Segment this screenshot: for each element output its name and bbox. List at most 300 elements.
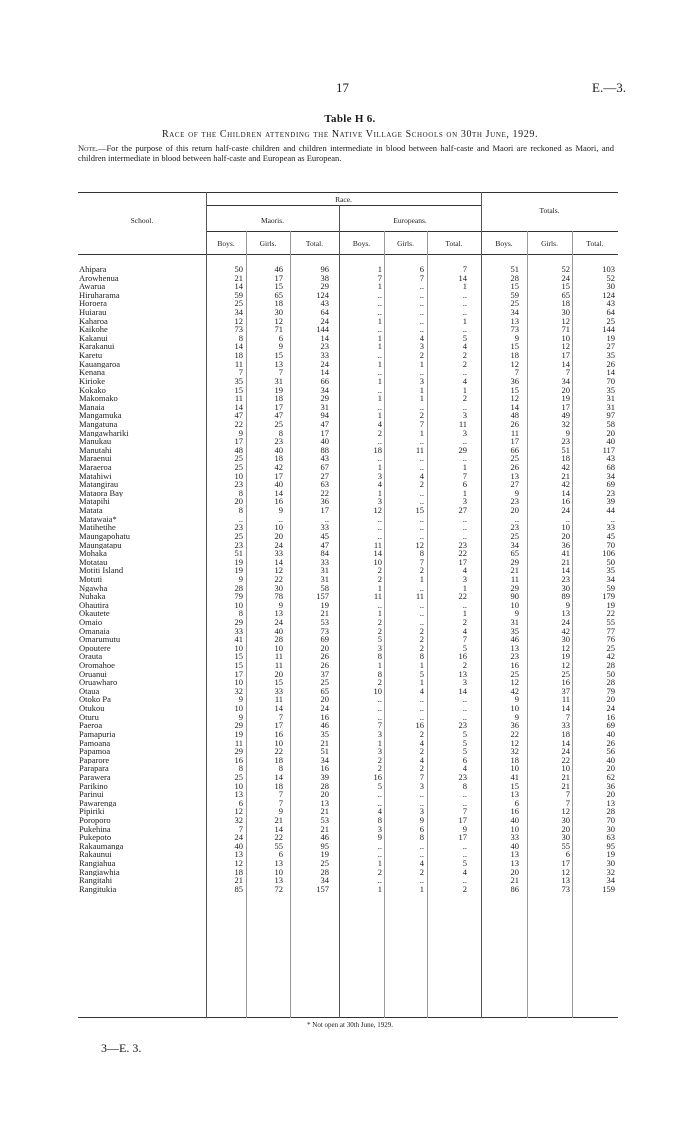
table-cell: 20 (606, 427, 615, 438)
table-cell: 14 (561, 737, 570, 748)
header-total-girls: Girls. (541, 239, 558, 248)
table-cell: 10 (234, 599, 243, 610)
table-cell: 12 (274, 315, 283, 326)
table-cell: 5 (377, 634, 382, 645)
table-cell: 13 (274, 358, 283, 369)
table-row (78, 859, 618, 868)
table-row (78, 782, 618, 791)
table-cell: 55 (274, 840, 283, 851)
table-subtitle: Race of the Children attending the Native Village Schools on 30th June, 1929. (161, 129, 539, 140)
table-row (78, 480, 618, 489)
table-cell: 59 (234, 289, 243, 300)
school-name: Karetu (79, 351, 103, 360)
table-cell: 26 (606, 737, 615, 748)
table-cell: 2 (462, 393, 467, 404)
table-cell: 28 (320, 866, 329, 877)
table-cell: 25 (234, 462, 243, 473)
table-cell: 19 (606, 332, 615, 343)
table-row (78, 635, 618, 644)
table-cell: 17 (458, 556, 467, 567)
table-cell: 18 (274, 780, 283, 791)
table-cell: 22 (458, 548, 467, 559)
table-cell: 11 (274, 651, 283, 662)
table-cell: 12 (561, 341, 570, 352)
table-cell: 4 (419, 737, 424, 748)
school-name: Pukepoto (79, 833, 112, 842)
table-cell: 26 (510, 418, 519, 429)
table-cell: 10 (510, 823, 519, 834)
table-cell: 2 (377, 754, 382, 765)
school-name: Rakaumanga (79, 841, 124, 851)
table-cell: 11 (510, 427, 519, 438)
table-body (78, 265, 618, 893)
table-cell: 1 (377, 393, 382, 404)
table-cell: .. (419, 487, 424, 498)
school-name: Rangiawhia (79, 867, 120, 877)
table-cell: 30 (606, 281, 615, 292)
table-cell: 7 (238, 823, 243, 834)
table-row (78, 678, 618, 687)
table-cell: 40 (606, 436, 615, 447)
table-cell: .. (377, 384, 382, 395)
school-name: Kaikohe (79, 325, 108, 334)
table-cell: 2 (377, 866, 382, 877)
table-cell: 51 (234, 548, 243, 559)
table-cell: .. (377, 797, 382, 808)
table-cell: 65 (320, 685, 329, 696)
table-cell: 27 (458, 505, 467, 516)
school-name: Mangawhariki (79, 428, 129, 438)
school-name: Otukou (79, 704, 105, 713)
table-cell: 1 (377, 281, 382, 292)
table-cell: 2 (419, 866, 424, 877)
table-cell: 69 (606, 720, 615, 731)
table-cell: 24 (561, 746, 570, 757)
table-cell: .. (419, 462, 424, 473)
table-cell: 14 (320, 332, 329, 343)
table-cell: 50 (606, 556, 615, 567)
table-row (78, 773, 618, 782)
table-cell: 20 (606, 763, 615, 774)
table-row (78, 403, 618, 412)
table-cell: 18 (510, 754, 519, 765)
table-cell: 6 (419, 823, 424, 834)
table-cell: 24 (234, 832, 243, 843)
table-cell: 25 (234, 530, 243, 541)
table-cell: 32 (234, 815, 243, 825)
table-cell: .. (419, 711, 424, 722)
table-cell: 49 (561, 410, 570, 421)
table-cell: 1 (419, 883, 424, 894)
header-maori-total: Total. (305, 239, 324, 248)
table-cell: 22 (274, 746, 283, 757)
table-cell: 23 (561, 573, 570, 584)
table-cell: 17 (274, 272, 283, 283)
table-cell: 42 (606, 651, 615, 662)
table-cell: 58 (320, 582, 329, 593)
table-cell: .. (419, 315, 424, 326)
table-cell: 19 (274, 384, 283, 395)
school-name: Hiruharama (79, 290, 120, 300)
table-cell: 3 (377, 496, 382, 507)
table-row (78, 704, 618, 713)
table-cell: 33 (274, 685, 283, 696)
table-cell: 35 (234, 375, 243, 386)
table-cell: 13 (510, 789, 519, 800)
table-cell: 22 (320, 487, 329, 498)
document-reference: E.—3. (592, 80, 626, 95)
table-cell: 18 (510, 350, 519, 361)
table-cell: 36 (561, 539, 570, 550)
table-cell: .. (419, 289, 424, 300)
table-cell: 6 (462, 479, 467, 490)
table-cell: 47 (274, 410, 283, 421)
table-cell: 7 (462, 806, 467, 817)
table-cell: 15 (234, 651, 243, 662)
table-cell: 33 (606, 522, 615, 533)
table-cell: 40 (320, 436, 329, 447)
table-row (78, 825, 618, 834)
table-cell: 9 (238, 427, 243, 438)
table-cell: 2 (462, 350, 467, 361)
table-cell: 11 (561, 694, 570, 705)
table-cell: 66 (320, 375, 329, 386)
table-cell: 5 (462, 746, 467, 757)
table-bottom-rule (78, 1017, 618, 1018)
table-cell: 1 (462, 315, 467, 326)
table-cell: 51 (510, 264, 519, 274)
table-cell: 17 (234, 668, 243, 679)
table-cell: 28 (234, 582, 243, 593)
table-cell: 18 (561, 453, 570, 464)
table-cell: .. (462, 849, 467, 860)
table-row (78, 360, 618, 369)
table-cell: 20 (561, 823, 570, 834)
table-cell: 77 (606, 625, 615, 636)
table-cell: 1 (377, 737, 382, 748)
table-cell: 9 (278, 599, 283, 610)
page-signature: 3—E. 3. (101, 1041, 142, 1055)
table-cell: 144 (316, 324, 329, 335)
table-cell: 55 (561, 840, 570, 851)
table-cell: 34 (510, 539, 519, 550)
table-cell: 19 (561, 393, 570, 404)
table-cell: 31 (320, 565, 329, 576)
table-cell: 4 (377, 806, 382, 817)
table-cell: 9 (278, 806, 283, 817)
table-cell: 29 (458, 444, 467, 455)
table-cell: 7 (462, 264, 467, 274)
table-cell: 17 (458, 815, 467, 825)
footnote: * Not open at 30th June, 1929. (307, 1021, 393, 1029)
table-cell: 12 (510, 393, 519, 404)
table-cell: 25 (234, 453, 243, 464)
table-row (78, 575, 618, 584)
table-cell: 13 (274, 608, 283, 619)
table-cell: 20 (274, 668, 283, 679)
table-cell: 157 (316, 591, 329, 602)
table-cell: 32 (234, 685, 243, 696)
table-cell: 12 (274, 565, 283, 576)
table-cell: 103 (602, 264, 615, 274)
table-cell: 27 (606, 341, 615, 352)
table-cell: 40 (274, 479, 283, 490)
table-cell: .. (377, 401, 382, 412)
table-cell: 27 (510, 479, 519, 490)
table-cell: 8 (419, 651, 424, 662)
table-row (78, 265, 618, 274)
table-cell: 1 (377, 883, 382, 894)
table-cell: 11 (415, 591, 424, 602)
table-cell: 30 (274, 582, 283, 593)
table-cell: 84 (320, 548, 329, 559)
table-cell: 15 (234, 384, 243, 395)
table-cell: 8 (278, 763, 283, 774)
table-row (78, 644, 618, 653)
table-cell: 1 (377, 341, 382, 352)
table-row (78, 274, 618, 283)
table-cell: 5 (462, 642, 467, 653)
table-cell: 7 (514, 367, 519, 378)
table-cell: 19 (234, 556, 243, 567)
table-row (78, 429, 618, 438)
table-cell: 1 (377, 375, 382, 386)
table-cell: .. (377, 789, 382, 800)
table-cell: 2 (419, 410, 424, 421)
table-cell: .. (377, 711, 382, 722)
table-cell: 32 (606, 866, 615, 877)
table-cell: 64 (606, 307, 615, 318)
table-cell: 2 (419, 350, 424, 361)
table-cell: 15 (561, 281, 570, 292)
school-name: Parawera (79, 772, 111, 782)
table-cell: 3 (462, 573, 467, 584)
table-row (78, 515, 618, 524)
table-row (78, 627, 618, 636)
table-cell: 70 (606, 815, 615, 825)
table-cell: 2 (377, 763, 382, 774)
table-cell: 25 (510, 453, 519, 464)
table-cell: 8 (462, 780, 467, 791)
table-cell: 28 (274, 634, 283, 645)
table-cell: 66 (510, 444, 519, 455)
table-cell: 76 (606, 634, 615, 645)
table-cell: 21 (320, 823, 329, 834)
table-cell: .. (462, 530, 467, 541)
school-name: Kauangaroa (79, 359, 121, 369)
table-cell: 28 (606, 660, 615, 671)
table-cell: 14 (320, 367, 329, 378)
table-cell: .. (419, 522, 424, 533)
table-cell: 19 (606, 599, 615, 610)
table-cell: 21 (234, 875, 243, 886)
table-cell: 10 (561, 763, 570, 774)
school-name: Okautete (79, 609, 110, 618)
table-cell: 17 (274, 401, 283, 412)
table-cell: .. (419, 324, 424, 335)
table-cell: 40 (274, 444, 283, 455)
table-cell: 7 (278, 797, 283, 808)
table-cell: 25 (274, 418, 283, 429)
table-cell: 12 (415, 539, 424, 550)
table-cell: 29 (510, 582, 519, 593)
table-cell: 13 (234, 849, 243, 860)
school-name: Manaia (79, 402, 105, 412)
table-cell: 10 (274, 866, 283, 877)
table-cell: 20 (234, 496, 243, 507)
table-cell: 11 (234, 393, 243, 404)
table-cell: 39 (320, 771, 329, 782)
table-row (78, 695, 618, 704)
table-cell: 33 (561, 720, 570, 731)
school-name: Mangamuka (79, 411, 122, 420)
table-cell: 13 (458, 668, 467, 679)
table-cell: 15 (274, 281, 283, 292)
table-cell: 14 (234, 341, 243, 352)
table-cell: .. (278, 513, 283, 524)
school-name: Kokako (79, 385, 106, 395)
table-cell: 12 (510, 358, 519, 369)
header-maori-boys: Boys. (217, 239, 235, 248)
table-cell: 26 (606, 358, 615, 369)
table-cell: 10 (234, 677, 243, 688)
table-cell: .. (419, 513, 424, 524)
table-cell: 34 (320, 875, 329, 886)
school-name: Motuti (79, 574, 103, 584)
table-cell: 32 (510, 746, 519, 757)
school-name: Pamoana (79, 738, 111, 748)
table-cell: 33 (320, 350, 329, 361)
table-cell: 7 (462, 634, 467, 645)
table-cell: 9 (238, 711, 243, 722)
table-cell: 31 (510, 616, 519, 627)
table-cell: 58 (606, 418, 615, 429)
table-cell: .. (238, 513, 243, 524)
table-cell: 7 (278, 789, 283, 800)
table-cell: 12 (510, 737, 519, 748)
table-cell: .. (462, 789, 467, 800)
table-cell: 31 (606, 401, 615, 412)
table-cell: 2 (419, 479, 424, 490)
table-cell: 20 (320, 789, 329, 800)
table-cell: 40 (510, 815, 519, 825)
table-cell: 13 (510, 315, 519, 326)
table-row (78, 850, 618, 859)
table-cell: 37 (320, 668, 329, 679)
table-cell: .. (377, 530, 382, 541)
table-cell: 18 (561, 298, 570, 309)
table-cell: 38 (320, 272, 329, 283)
school-name: Papamoa (79, 747, 111, 756)
table-cell: 51 (320, 746, 329, 757)
table-cell: 34 (561, 375, 570, 386)
table-cell: 39 (606, 496, 615, 507)
table-cell: 73 (320, 625, 329, 636)
table-cell: 22 (458, 591, 467, 602)
table-cell: 95 (320, 840, 329, 851)
table-cell: 10 (510, 763, 519, 774)
table-cell: .. (419, 849, 424, 860)
table-cell: 10 (274, 737, 283, 748)
table-row (78, 489, 618, 498)
table-cell: 24 (606, 703, 615, 714)
table-cell: .. (377, 875, 382, 886)
table-cell: 17 (274, 720, 283, 731)
school-name: Omanaia (79, 626, 110, 636)
table-cell: 45 (320, 530, 329, 541)
table-cell: 8 (278, 427, 283, 438)
table-cell: .. (419, 875, 424, 886)
table-row (78, 618, 618, 627)
table-row (78, 747, 618, 756)
table-row (78, 833, 618, 842)
table-cell: 2 (462, 660, 467, 671)
table-cell: 1 (377, 332, 382, 343)
table-cell: 6 (514, 797, 519, 808)
table-cell: .. (377, 350, 382, 361)
table-cell: 21 (510, 875, 519, 886)
table-cell: 4 (462, 763, 467, 774)
table-cell: 47 (320, 539, 329, 550)
table-cell: 29 (234, 746, 243, 757)
table-cell: 23 (606, 487, 615, 498)
table-cell: 3 (462, 677, 467, 688)
table-cell: 63 (320, 479, 329, 490)
table-cell: 2 (419, 746, 424, 757)
table-cell: .. (462, 840, 467, 851)
table-cell: 18 (274, 453, 283, 464)
table-cell: 14 (561, 703, 570, 714)
table-cell: 25 (510, 668, 519, 679)
table-row (78, 291, 618, 300)
table-cell: 10 (234, 470, 243, 481)
school-name: Oruawharo (79, 678, 118, 687)
table-cell: 10 (274, 522, 283, 533)
table-cell: 41 (561, 548, 570, 559)
table-cell: 14 (234, 401, 243, 412)
table-cell: .. (419, 496, 424, 507)
school-name: Pukehina (79, 824, 111, 834)
table-cell: 31 (606, 393, 615, 404)
school-name: Maungatapu (79, 540, 122, 550)
table-cell: 19 (320, 849, 329, 860)
table-row (78, 790, 618, 799)
table-cell: .. (419, 307, 424, 318)
table-cell: 16 (510, 806, 519, 817)
school-name: Ohautira (79, 600, 109, 610)
table-cell: 8 (238, 332, 243, 343)
table-cell: 68 (606, 462, 615, 473)
table-cell: 21 (234, 272, 243, 283)
table-cell: .. (419, 298, 424, 309)
table-cell: 15 (415, 505, 424, 516)
table-cell: 21 (561, 771, 570, 782)
table-cell: 71 (274, 324, 283, 335)
table-cell: 30 (561, 815, 570, 825)
table-cell: 45 (606, 530, 615, 541)
table-row (78, 437, 618, 446)
table-cell: 14 (561, 565, 570, 576)
table-cell: .. (462, 875, 467, 886)
table-row (78, 523, 618, 532)
table-cell: 20 (510, 505, 519, 516)
table-cell: 22 (274, 832, 283, 843)
table-cell: 25 (561, 668, 570, 679)
table-cell: 24 (274, 539, 283, 550)
table-cell: 15 (510, 341, 519, 352)
table-cell: 21 (561, 780, 570, 791)
table-cell: 48 (510, 410, 519, 421)
